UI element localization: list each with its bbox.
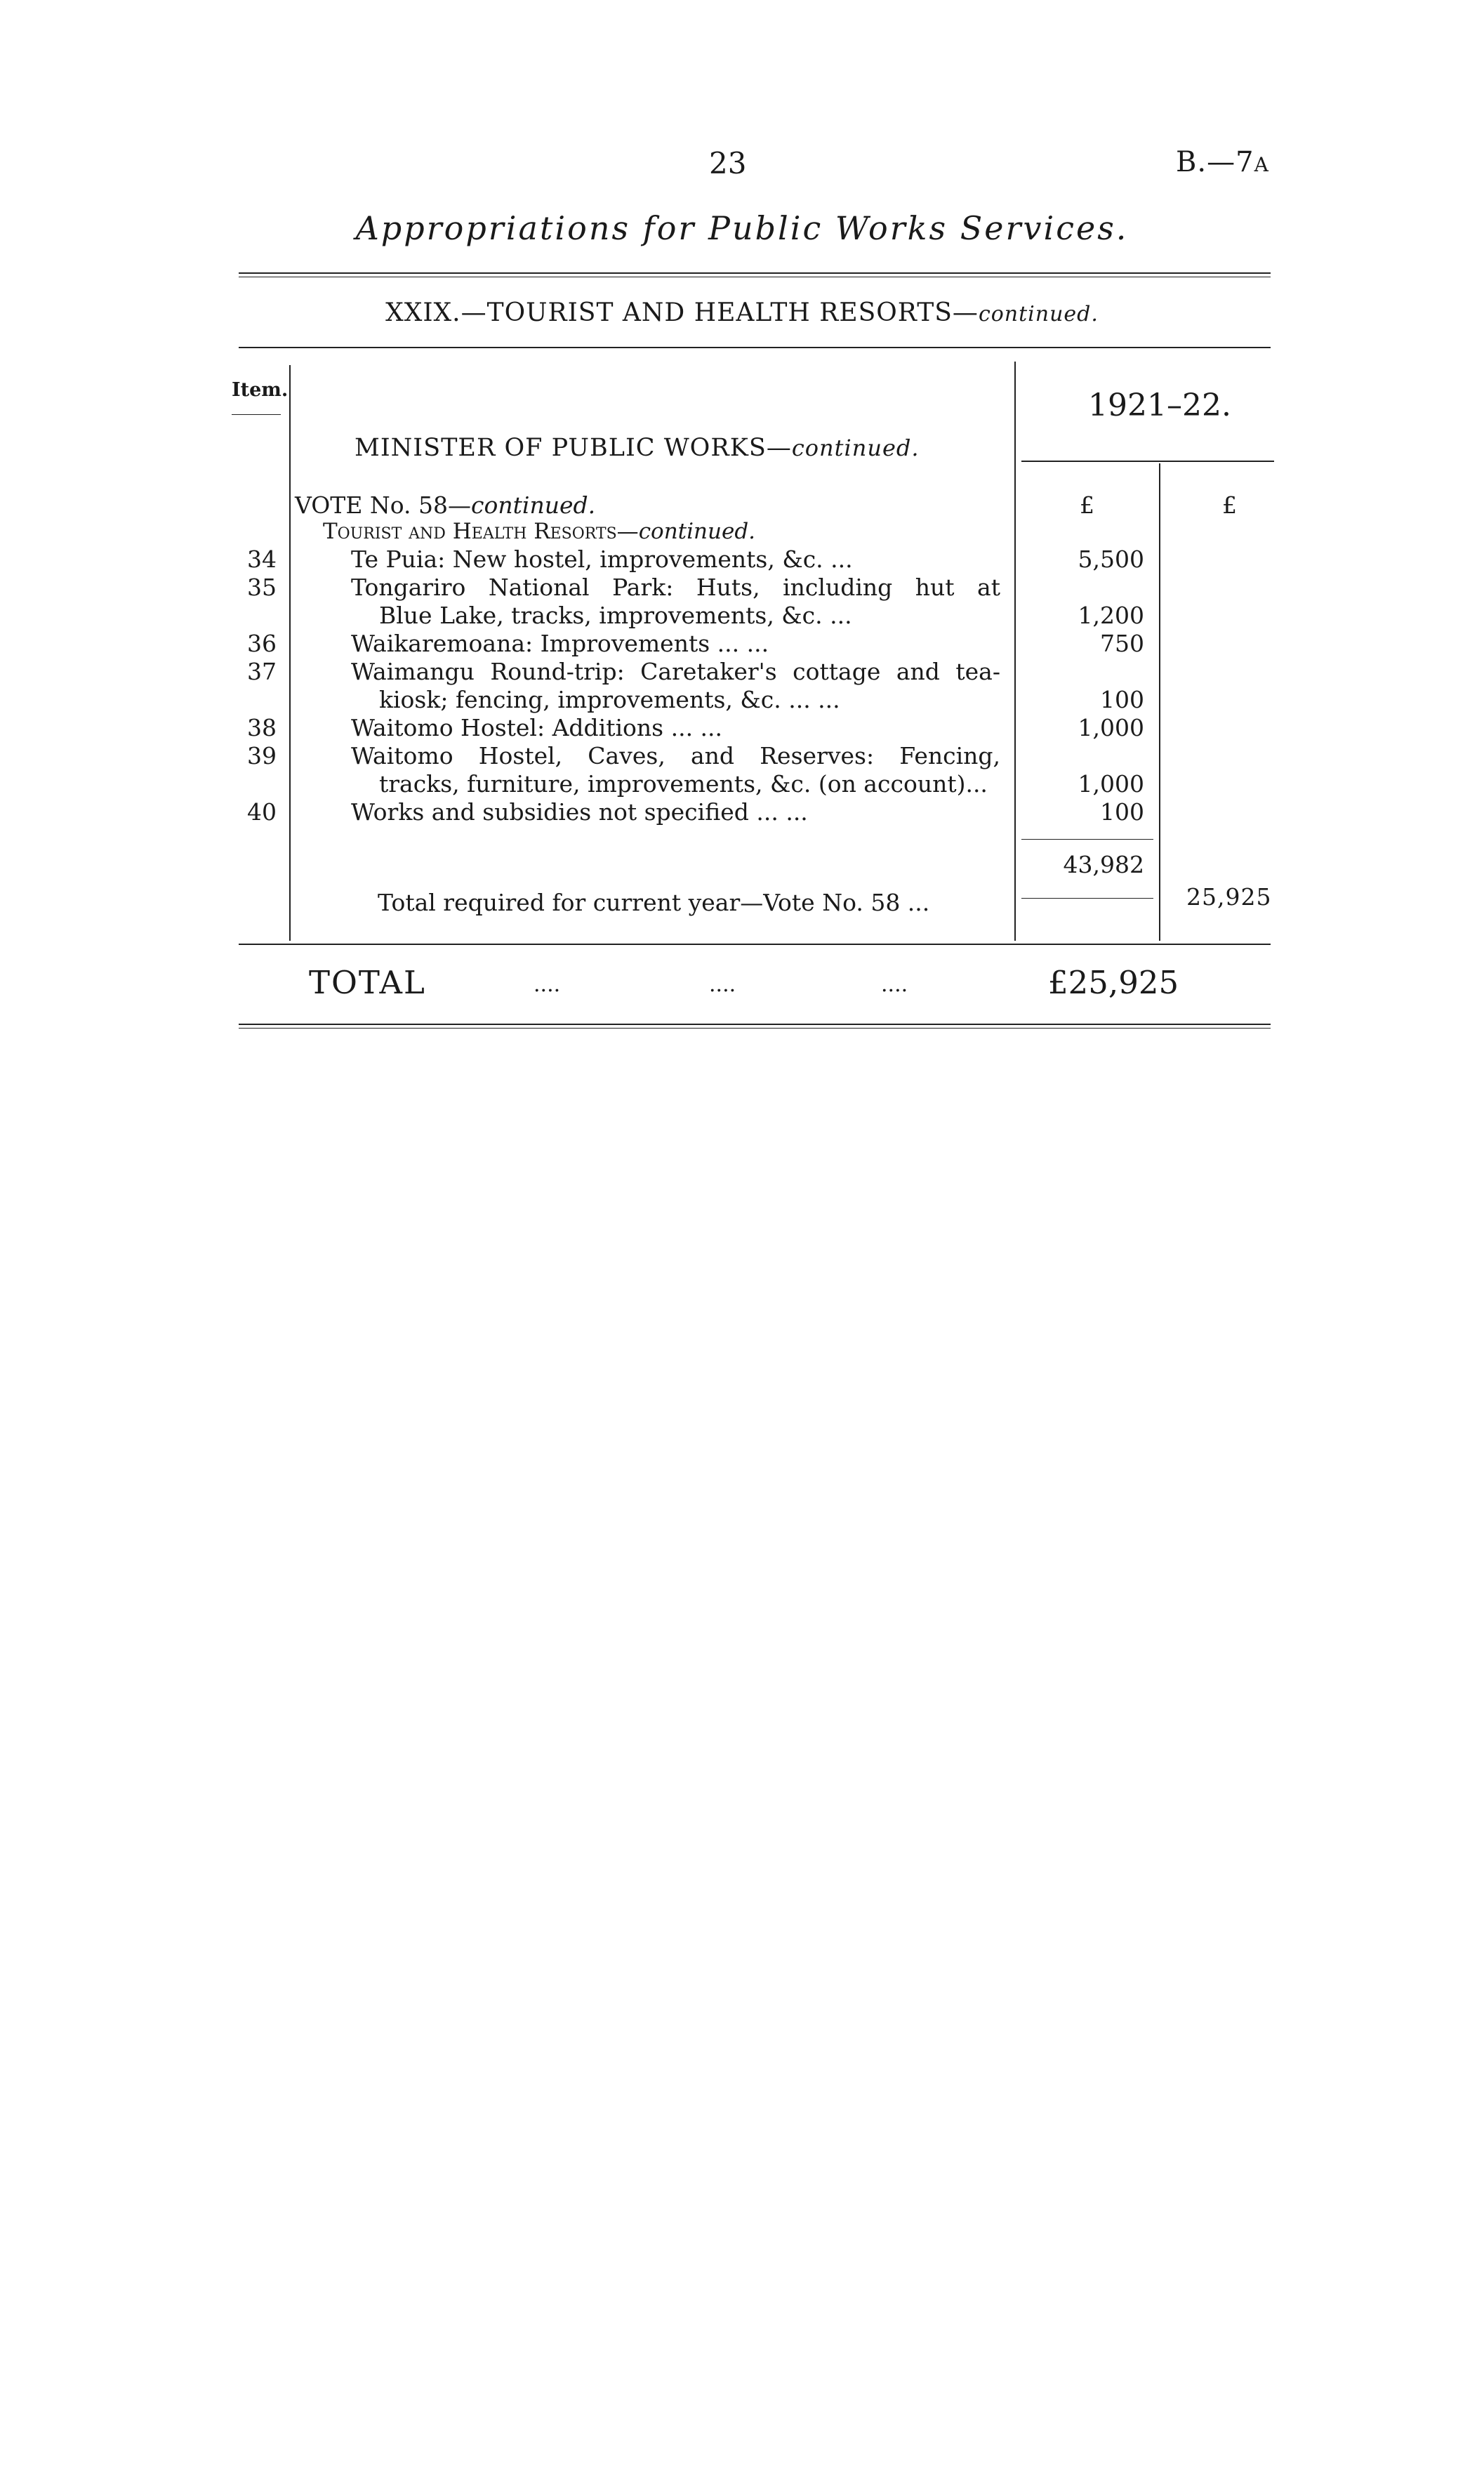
- item-amount: 1,200: [1078, 602, 1144, 629]
- item-description-continued: tracks, furniture, improvements, &c. (on account)...: [379, 770, 988, 798]
- rule-table-bottom: [239, 944, 1271, 945]
- vote-heading-main: VOTE No. 58—: [295, 491, 472, 519]
- vote-total-amount: 25,925: [1186, 883, 1272, 911]
- item-amount: 100: [1100, 686, 1144, 713]
- item-number: 34: [247, 546, 277, 573]
- item-number: 37: [247, 658, 277, 685]
- rule-table-top: [239, 347, 1271, 348]
- item-number: 39: [247, 742, 277, 769]
- vote-heading: [295, 491, 595, 519]
- amount-column-divider: [1014, 362, 1016, 941]
- rule-bottom-2: [239, 1028, 1271, 1029]
- currency-symbol-col2: £: [1222, 491, 1237, 519]
- currency-symbol-col1: £: [1080, 491, 1094, 519]
- item-number: 35: [247, 574, 277, 601]
- year-header: 1921–22.: [1088, 388, 1231, 423]
- subheading-suffix: continued.: [638, 519, 756, 544]
- leader-dots: ....: [534, 972, 561, 997]
- page-number: 23: [709, 146, 747, 180]
- item-column-header: Item.: [232, 379, 289, 401]
- grand-total-label: TOTAL: [309, 964, 426, 1001]
- section-heading: [0, 298, 1484, 327]
- item-amount: 5,500: [1078, 546, 1144, 573]
- year-header-underline: [1021, 461, 1274, 462]
- item-amount: 750: [1100, 630, 1144, 657]
- item-number: 40: [247, 798, 277, 826]
- minister-heading: [355, 434, 920, 462]
- page-title: Appropriations for Public Works Services.: [355, 209, 1129, 247]
- item-column-divider: [289, 365, 291, 941]
- document-reference: [1176, 146, 1269, 178]
- item-amount: 1,000: [1078, 770, 1144, 798]
- subtotal-rule-top: [1021, 839, 1153, 840]
- item-description: Works and subsidies not specified ... ...: [351, 798, 808, 826]
- item-description: Waimangu Round-trip: Caretaker's cottage and tea-: [351, 658, 1000, 685]
- subtotal-amount: 43,982: [1063, 851, 1144, 878]
- section-heading-main: XXIX.—TOURIST AND HEALTH RESORTS—: [385, 298, 979, 327]
- minister-heading-main: MINISTER OF PUBLIC WORKS—: [355, 434, 792, 462]
- subheading: [323, 519, 755, 544]
- rule-bottom-1: [239, 1024, 1271, 1025]
- item-number: 38: [247, 714, 277, 741]
- item-description: Waikaremoana: Improvements ... ...: [351, 630, 769, 657]
- item-description: Tongariro National Park: Huts, including hut at: [351, 574, 1000, 601]
- subheading-main: Tourist and Health Resorts—: [323, 519, 639, 544]
- item-description: Waitomo Hostel: Additions ... ...: [351, 714, 723, 741]
- item-description: Waitomo Hostel, Caves, and Reserves: Fencing,: [351, 742, 1000, 769]
- grand-total-amount: £25,925: [1048, 964, 1179, 1001]
- item-description: Te Puia: New hostel, improvements, &c. ...: [351, 546, 853, 573]
- item-amount: 100: [1100, 798, 1144, 826]
- rule-top-1: [239, 272, 1271, 274]
- total-column-divider: [1159, 463, 1160, 941]
- vote-total-label: Total required for current year—Vote No. 58 ...: [378, 889, 930, 916]
- subtotal-rule-bottom: [1021, 898, 1153, 899]
- section-heading-suffix: continued.: [978, 302, 1099, 326]
- item-description-continued: kiosk; fencing, improvements, &c. ... ...: [379, 686, 840, 713]
- leader-dots: ....: [709, 972, 736, 997]
- item-description-continued: Blue Lake, tracks, improvements, &c. ...: [379, 602, 852, 629]
- item-header-underline: [232, 414, 281, 415]
- doc-ref-suffix: A: [1254, 153, 1269, 176]
- minister-heading-suffix: continued.: [791, 435, 920, 461]
- leader-dots: ....: [881, 972, 908, 997]
- vote-heading-suffix: continued.: [471, 491, 596, 519]
- item-number: 36: [247, 630, 277, 657]
- doc-ref-main: B.—7: [1176, 146, 1254, 178]
- item-amount: 1,000: [1078, 714, 1144, 741]
